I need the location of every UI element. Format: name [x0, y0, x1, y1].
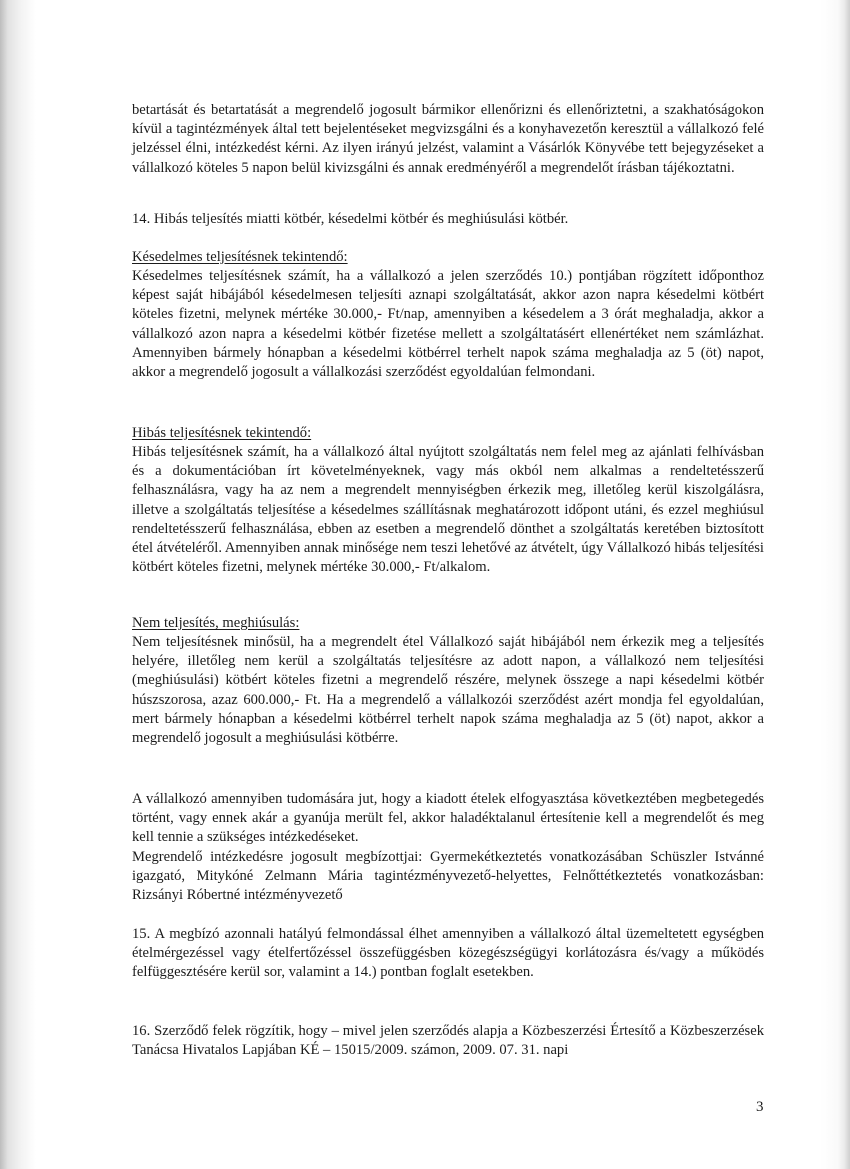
- late-performance-text: Késedelmes teljesítésnek számít, ha a vállalkozó a jelen szerződés 10.) pontjában rögzített időponthoz képest saját hibájából késedelmesen teljesíti aznapi szolgáltatását, akkor azon napra késedelmi kötbért köteles fizetni, melynek mértéke 30.000,- Ft/nap, amennyiben a késedelem a 3 órát meghaladja, akkor a vállalkozó azon napra a késedelmi kötbér fizetése mellett a szolgáltatásért ellenértéket nem számlázhat. Amennyiben bármely hónapban a késedelmi kötbérrel terhelt napok száma meghaladja az 5 (öt) napot, akkor a megrendelő jogosult a vállalkozási szerződést egyoldalúan felmondani.: [132, 268, 764, 381]
- food-poisoning-paragraph: A vállalkozó amennyiben tudomására jut, hogy a kiadott ételek elfogyasztása következtében megbetegedés történt, vagy ennek akár a gyanúja merült fel, akkor haladéktalanul értesítenie kell a megrendelőt és meg kell tennie a szükséges intézkedéseket.: [132, 791, 764, 846]
- section-15-text: 15. A megbízó azonnali hatályú felmondással élhet amennyiben a vállalkozó által üzemeltetett egységben ételmérgezéssel vagy ételfertőzéssel összefüggésben közegészségügyi korlátozásra és/vagy a működés felfüggesztésére kerül sor, valamint a 14.) pontban foglalt esetekben.: [132, 926, 764, 981]
- section-14-title: 14. Hibás teljesítés miatti kötbér, késedelmi kötbér és meghiúsulási kötbér.: [132, 211, 569, 227]
- authorized-representatives-paragraph: Megrendelő intézkedésre jogosult megbízottjai: Gyermekétkeztetés vonatkozásában Schüszler Istvánné igazgató, Mitykóné Zelmann Mária tagintézményvezető-helyettes, Felnőttétkeztetés vonatkozásban: Rizsányi Róbertné intézményvezető: [132, 849, 764, 904]
- page-number: 3: [756, 1099, 764, 1115]
- faulty-performance-text: Hibás teljesítésnek számít, ha a vállalkozó által nyújtott szolgáltatás nem felel meg az ajánlati felhívásban és a dokumentációban írt követelményeknek, vagy más okból nem alkalmas a rendeltetésszerű felhasználásra, vagy ha az nem a megrendelt mennyiségben érkezik meg, illetőleg kerül kiszolgálásra, illetve a szolgáltatás teljesítése a késedelmes szállításnak meghatározott időpont utáni, és ezzel meghiúsul rendeltetésszerű felhasználása, ebben az esetben a megrendelő dönthet a szolgáltatás keretében biztosított étel átvételéről. Amennyiben annak minősége nem teszi lehetővé az átvételt, úgy Vállalkozó hibás teljesítési kötbért köteles fizetni, melynek mértéke 30.000,- Ft/alkalom.: [132, 444, 764, 576]
- section-16-text: 16. Szerződő felek rögzítik, hogy – mivel jelen szerződés alapja a Közbeszerzési Értesítő a Közbeszerzések Tanácsa Hivatalos Lapjában KÉ – 15015/2009. számon, 2009. 07. 31. napi: [132, 1023, 764, 1059]
- faulty-performance-heading: Hibás teljesítésnek tekintendő:: [132, 425, 312, 441]
- late-performance-heading: Késedelmes teljesítésnek tekintendő:: [132, 249, 348, 265]
- page-right-shadow: [838, 0, 850, 1169]
- page-left-shadow: [0, 0, 36, 1169]
- non-performance-heading: Nem teljesítés, meghiúsulás:: [132, 615, 300, 631]
- paragraph-inspection: betartását és betartatását a megrendelő jogosult bármikor ellenőrizni és ellenőriztetni, a szakhatóságokon kívül a tagintézmények által tett bejelentéseket megvizsgálni és a konyhavezetőn keresztül a vállalkozó felé jelzéssel élni, intézkedést kérni. Az ilyen irányú jelzést, valamint a Vásárlók Könyvébe tett bejegyzéseket a vállalkozó köteles 5 napon belül kivizsgálni és annak eredményéről a megrendelőt írásban tájékoztatni.: [132, 102, 764, 176]
- non-performance-text: Nem teljesítésnek minősül, ha a megrendelt étel Vállalkozó saját hibájából nem érkezik meg a teljesítés helyére, illetőleg nem kerül a szolgáltatás teljesítésre az adott napon, a vállalkozó nem teljesítési (meghiúsulási) kötbért köteles fizetni a megrendelő részére, melynek összege a napi késedelmi kötbér húszszorosa, azaz 600.000,- Ft. Ha a megrendelő a vállalkozói szerződést azért mondja fel egyoldalúan, mert bármely hónapban a késedelmi kötbérrel terhelt napok száma meghaladja az 5 (öt) napot, akkor a megrendelő jogosult a meghiúsulási kötbérre.: [132, 634, 764, 747]
